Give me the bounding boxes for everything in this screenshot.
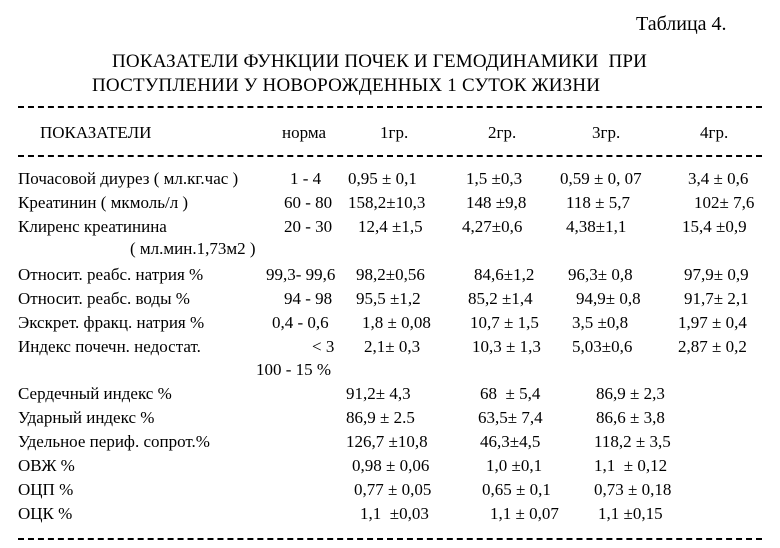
- row-label: Относит. реабс. натрия %: [18, 265, 204, 284]
- header-group-1: 1гр.: [380, 123, 409, 142]
- row-group-4: 15,4 ±0,9: [682, 217, 747, 236]
- row-col-2: 1,1 ± 0,07: [490, 504, 559, 523]
- row-group-1: 158,2±10,3: [348, 193, 426, 212]
- row-group-3: 4,38±1,1: [566, 217, 627, 236]
- row-label: ОЦП %: [18, 480, 74, 499]
- row-label: Сердечный индекс %: [18, 384, 172, 403]
- row-col-1: 91,2± 4,3: [346, 384, 411, 403]
- row-group-3: 94,9± 0,8: [576, 289, 641, 308]
- row-label: Почасовой диурез ( мл.кг.час ): [18, 169, 239, 188]
- row-norm: 94 - 98: [284, 289, 333, 308]
- header-indicators: ПОКАЗАТЕЛИ: [40, 123, 152, 142]
- row-group-2: 85,2 ±1,4: [468, 289, 533, 308]
- header-divider: [18, 155, 762, 157]
- row-group-3: 5,03±0,6: [572, 337, 633, 356]
- row-group-4: 97,9± 0,9: [684, 265, 749, 284]
- row-col-3: 118,2 ± 3,5: [594, 432, 671, 451]
- row-label: ОВЖ %: [18, 456, 75, 475]
- row-group-3: 3,5 ±0,8: [572, 313, 629, 332]
- header-group-4: 4гр.: [700, 123, 729, 142]
- table-title-line-1: ПОКАЗАТЕЛИ ФУНКЦИИ ПОЧЕК И ГЕМОДИНАМИКИ ПРИ: [112, 51, 648, 72]
- row-col-3: 1,1 ±0,15: [598, 504, 663, 523]
- row-group-1: 95,5 ±1,2: [356, 289, 421, 308]
- row-group-3: 96,3± 0,8: [568, 265, 633, 284]
- row-group-1: 12,4 ±1,5: [358, 217, 423, 236]
- row-label: Индекс почечн. недостат.: [18, 337, 201, 356]
- row-label: ОЦК %: [18, 504, 73, 523]
- row-label: Клиренс креатинина: [18, 217, 167, 236]
- row-group-2: 1,5 ±0,3: [466, 169, 523, 188]
- row-group-4: 1,97 ± 0,4: [678, 313, 747, 332]
- row-label: Ударный индекс %: [18, 408, 155, 427]
- clearance-unit: ( мл.мин.1,73м2 ): [130, 239, 256, 258]
- row-col-3: 0,73 ± 0,18: [594, 480, 672, 499]
- row-label: Креатинин ( мкмоль/л ): [18, 193, 189, 212]
- row-group-2: 10,3 ± 1,3: [472, 337, 541, 356]
- top-divider: [18, 106, 762, 108]
- row-group-2: 10,7 ± 1,5: [470, 313, 539, 332]
- row-label: Экскрет. фракц. натрия %: [18, 313, 205, 332]
- row-norm: 60 - 80: [284, 193, 333, 212]
- row-norm: 99,3- 99,6: [266, 265, 336, 284]
- row-norm: 1 - 4: [290, 169, 322, 188]
- row-col-2: 0,65 ± 0,1: [482, 480, 551, 499]
- row-group-4: 102± 7,6: [694, 193, 755, 212]
- row-group-1: 1,8 ± 0,08: [362, 313, 431, 332]
- row-norm: < 3: [312, 337, 335, 356]
- header-group-2: 2гр.: [488, 123, 517, 142]
- table-number: Таблица 4.: [636, 13, 727, 35]
- bottom-divider: [18, 538, 762, 540]
- row-col-3: 86,9 ± 2,3: [596, 384, 665, 403]
- row-label: Относит. реабс. воды %: [18, 289, 190, 308]
- row-col-2: 63,5± 7,4: [478, 408, 543, 427]
- header-norm: норма: [282, 123, 327, 142]
- row-group-2: 148 ±9,8: [466, 193, 527, 212]
- row-col-2: 1,0 ±0,1: [486, 456, 543, 475]
- row-col-1: 0,98 ± 0,06: [352, 456, 430, 475]
- row-group-4: 2,87 ± 0,2: [678, 337, 747, 356]
- row-group-4: 91,7± 2,1: [684, 289, 749, 308]
- header-group-3: 3гр.: [592, 123, 621, 142]
- row-norm: 20 - 30: [284, 217, 333, 236]
- row-group-4: 3,4 ± 0,6: [688, 169, 749, 188]
- row-group-1: 98,2±0,56: [356, 265, 425, 284]
- row-col-3: 86,6 ± 3,8: [596, 408, 665, 427]
- row-label: Удельное периф. сопрот.%: [18, 432, 210, 451]
- row-group-3: 0,59 ± 0, 07: [560, 169, 642, 188]
- row-col-1: 0,77 ± 0,05: [354, 480, 432, 499]
- row-group-1: 2,1± 0,3: [364, 337, 421, 356]
- row-col-1: 86,9 ± 2.5: [346, 408, 415, 427]
- hemodynamics-norm: 100 - 15 %: [256, 360, 332, 379]
- row-group-1: 0,95 ± 0,1: [348, 169, 417, 188]
- row-col-2: 46,3±4,5: [480, 432, 541, 451]
- row-col-2: 68 ± 5,4: [480, 384, 541, 403]
- row-group-3: 118 ± 5,7: [566, 193, 630, 212]
- row-norm: 0,4 - 0,6: [272, 313, 329, 332]
- row-col-1: 1,1 ±0,03: [360, 504, 429, 523]
- row-group-2: 84,6±1,2: [474, 265, 535, 284]
- row-col-1: 126,7 ±10,8: [346, 432, 428, 451]
- row-group-2: 4,27±0,6: [462, 217, 523, 236]
- table-title-line-2: ПОСТУПЛЕНИИ У НОВОРОЖДЕННЫХ 1 СУТОК ЖИЗНИ: [92, 75, 601, 96]
- row-col-3: 1,1 ± 0,12: [594, 456, 668, 475]
